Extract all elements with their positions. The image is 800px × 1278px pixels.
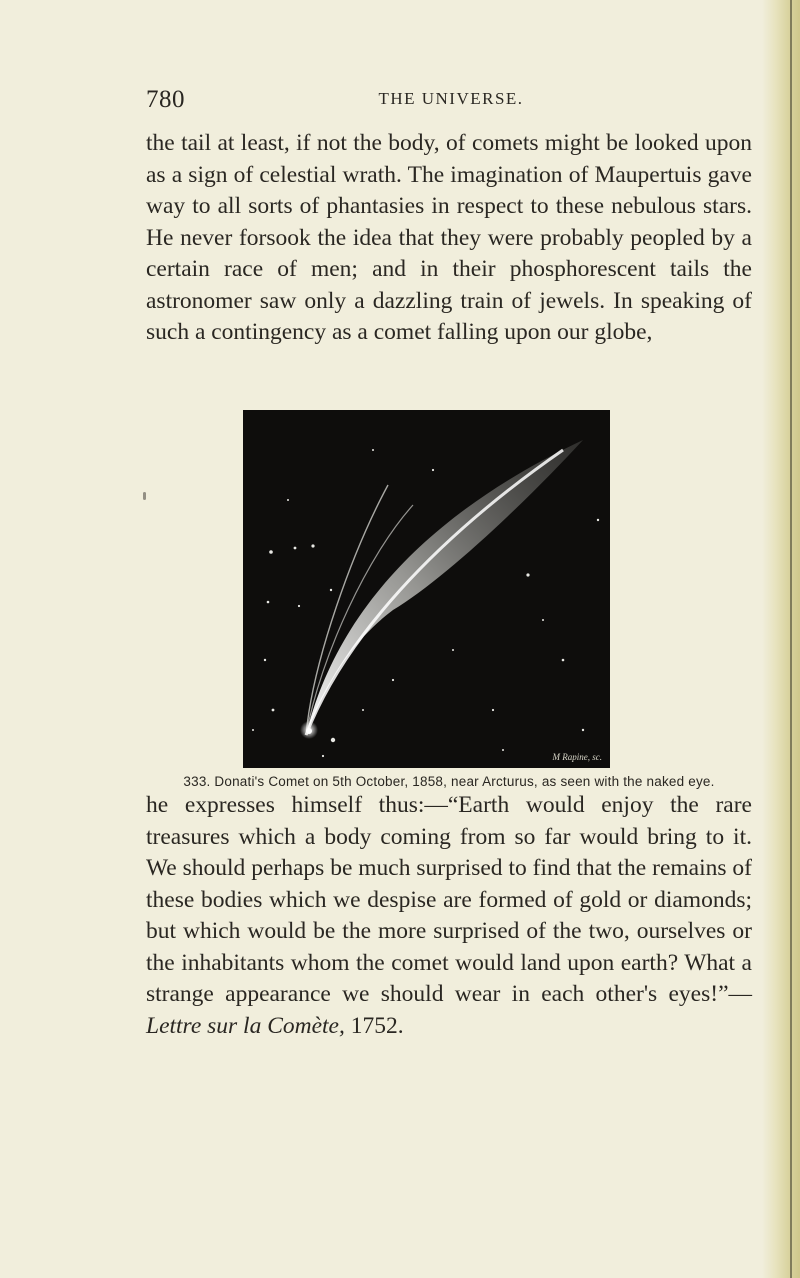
comet-head <box>306 728 312 734</box>
citation-year: 1752. <box>344 1012 404 1039</box>
page-number: 780 <box>146 86 185 113</box>
engraver-signature: M Rapine, sc. <box>552 752 602 762</box>
paragraph-2 <box>146 790 752 1042</box>
running-head: THE UNIVERSE. <box>378 89 524 108</box>
paragraph-1: the tail at least, if not the body, of comets might be looked upon as a sign of celestial wrath. The imagination of Maupertuis gave way to all sorts of phantasies in respect to these nebulous stars. He never forsook the idea that they were probably peopled by a certain race of men; and in their phosphorescent tails the astronomer saw only a dazzling train of jewels. In speaking of such a contingency as a comet falling upon our globe, <box>146 130 752 345</box>
figure-caption: 333. Donati's Comet on 5th October, 1858, near Arcturus, as seen with the naked eye. <box>183 774 715 789</box>
ink-mark <box>143 492 146 500</box>
page-edge-shadow <box>762 0 800 1278</box>
comet-engraving <box>243 410 610 768</box>
page-edge-line <box>790 0 792 1278</box>
citation-title: Lettre sur la Comète, <box>146 1012 345 1039</box>
paragraph-2-text: he expresses himself thus:—“Earth would enjoy the rare treasures which a body coming from so far would bring to it. We should perhaps be much surprised to find that the remains of these bodies which we despise are formed of gold or diamonds; but which would be the more surprised of the two, ourselves or the inhabitants whom the comet would land upon earth? What a strange appearance we should wear in each other's eyes!”— <box>146 792 752 1007</box>
comet-illustration <box>243 410 610 768</box>
page-header <box>146 86 756 116</box>
